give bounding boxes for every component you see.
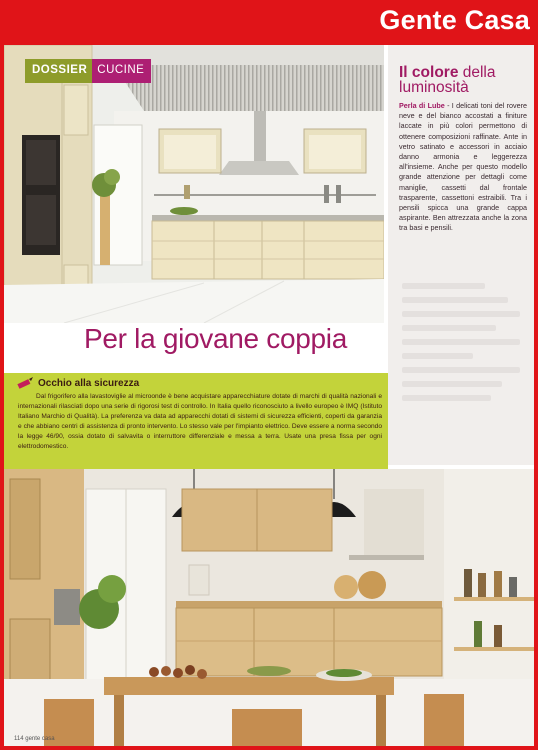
- sidebar-article: [388, 45, 534, 465]
- sidebar-title-rest: della luminosità: [399, 64, 496, 96]
- sidebar-text: - I delicati toni del rovere neve e del bianco accostati a finiture laccate in più colori permettono di ottenere composizioni raffinate. Ante in vetro satinato e accessori in acciaio danno armonia e leggerezza all'insieme. Anche per questo modello grande attenzione per dettagli come maniglie, cassetti dal frontale trasparente, cassettoni estraibili. Tra i pensili spicca una grande cappa aspirante. Ben attrezzata anche la zona tra basi e pensili.: [399, 101, 527, 233]
- kitchen-illustration-bottom: [4, 469, 534, 746]
- safety-box: [4, 373, 388, 469]
- section-topic: CUCINE: [92, 59, 151, 83]
- kitchen-photo-bottom: [4, 469, 534, 746]
- section-tab: [25, 59, 151, 83]
- page-folio: 114 gente casa: [14, 736, 55, 742]
- pencil-icon: [16, 377, 34, 391]
- safety-title: Occhio alla sicurezza: [38, 378, 140, 389]
- page-content: [4, 45, 534, 746]
- safety-text: Dal frigorifero alla lavastoviglie al microonde è bene acquistare apparecchiature dotate di marchi di qualità nazionali e internazionali rilasciati dopo una serie di rigorosi test di controllo. In Italia quello riconosciuto a livello europeo è IMQ (Istituto Italiano Marchio di Qualità). La preferenza va data ad apparecchi dotati di sistemi di sicurezza efficienti, coperti da garanzia e che abbiano centri di assistenza di pronto intervento. Lo stesso vale per l'impianto elettrico. Deve essere a norma secondo la legge 46/90, ossia dotato di salvavita o interruttore differenziale e messa a terra. Usate una presa fissa per ogni elettrodomestico.: [18, 393, 382, 450]
- sidebar-body: [399, 101, 527, 234]
- kitchen-illustration-top: [4, 45, 384, 323]
- show-through-text: [402, 275, 520, 425]
- sidebar-lead: Perla di Lube: [399, 101, 445, 110]
- kitchen-photo-top: [4, 45, 384, 323]
- sidebar-title-bold: Il colore: [399, 64, 459, 81]
- headline: Per la giovane coppia: [84, 323, 347, 354]
- sidebar-title: [399, 65, 531, 95]
- magazine-brand: Gente Casa: [379, 5, 530, 35]
- section-tag: DOSSIER: [25, 59, 92, 83]
